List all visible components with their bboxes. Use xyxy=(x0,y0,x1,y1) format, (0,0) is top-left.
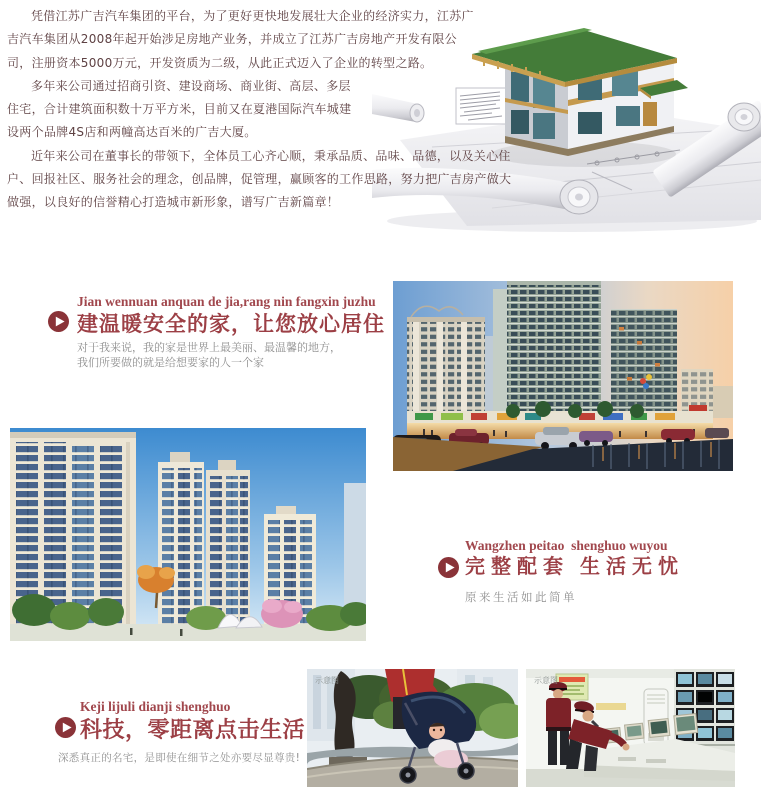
far-right-building xyxy=(681,369,713,414)
center-tower-cluster xyxy=(158,452,250,626)
section-description: 深悉真正的名宅，是即使在细节之处亦要尽显尊贵! xyxy=(58,752,301,764)
description-line-2: 我们所要做的就是给想要家的人一个家 xyxy=(77,355,264,369)
residential-towers-photo xyxy=(10,428,366,641)
description-line-1: 对于我来说，我的家是世界上最美丽、最温馨的地方， xyxy=(77,341,341,354)
play-bullet-icon xyxy=(55,717,76,738)
section-pinyin: Jian wennuan anquan de jia,rang nin fangxin juzhu xyxy=(77,294,376,309)
commercial-street-photo xyxy=(393,281,733,471)
intro-paragraph-2: 多年来公司通过招商引资、建设商场、商业街、高层、多层住宅，合计建筑面积数十万平方米，目前又在夏港国际汽车城建设两个品牌4S店和两幢高达百米的广吉大厦。 xyxy=(7,78,352,140)
watermark-label: 示意图 xyxy=(315,676,339,685)
section-title: 完整配套 生活无忧 xyxy=(465,556,684,578)
security-monitoring-photo xyxy=(526,669,735,787)
section-pinyin: Wangzhen peitao shenghuo wuyou xyxy=(465,538,668,553)
section-warm-safe-home xyxy=(48,288,437,370)
intro-paragraph-1: 凭借江苏广吉汽车集团的平台，为了更好更快地发展壮大企业的经济实力，江苏广吉汽车集团从2008年起开始涉足房地产业务，并成立了江苏广吉房地产开发有限公司，注册资本5000万元，开发资质为二级，从此正式迈入了企业的转型之路。 xyxy=(7,9,474,70)
section-title: 科技，零距离点击生活 xyxy=(80,717,306,742)
watermark-label: 示意图 xyxy=(534,676,558,685)
section-complete-amenities xyxy=(437,532,761,605)
section-description xyxy=(77,341,437,370)
intro-paragraph-3: 近年来公司在董事长的带领下，全体员工心齐心顺，秉承品质、品味、品德，以及关心住户、回报社区、服务社会的理念，创品牌，促管理，赢顾客的工作思路，努力把广吉房产做大做强，以良好的信誉精心打造城市新形象，谱写广吉新篇章！ xyxy=(7,148,512,210)
play-bullet-icon xyxy=(48,311,69,332)
center-tower xyxy=(493,281,601,413)
section-description: 原来生活如此简单 xyxy=(465,590,577,604)
right-tower xyxy=(611,309,677,413)
section-title: 建温暖安全的家，让您放心居住 xyxy=(77,312,385,336)
play-bullet-icon xyxy=(438,557,459,578)
company-intro xyxy=(7,5,519,215)
section-technology-life xyxy=(55,693,400,765)
section-pinyin: Keji lijuli dianji shenghuo xyxy=(80,699,231,714)
